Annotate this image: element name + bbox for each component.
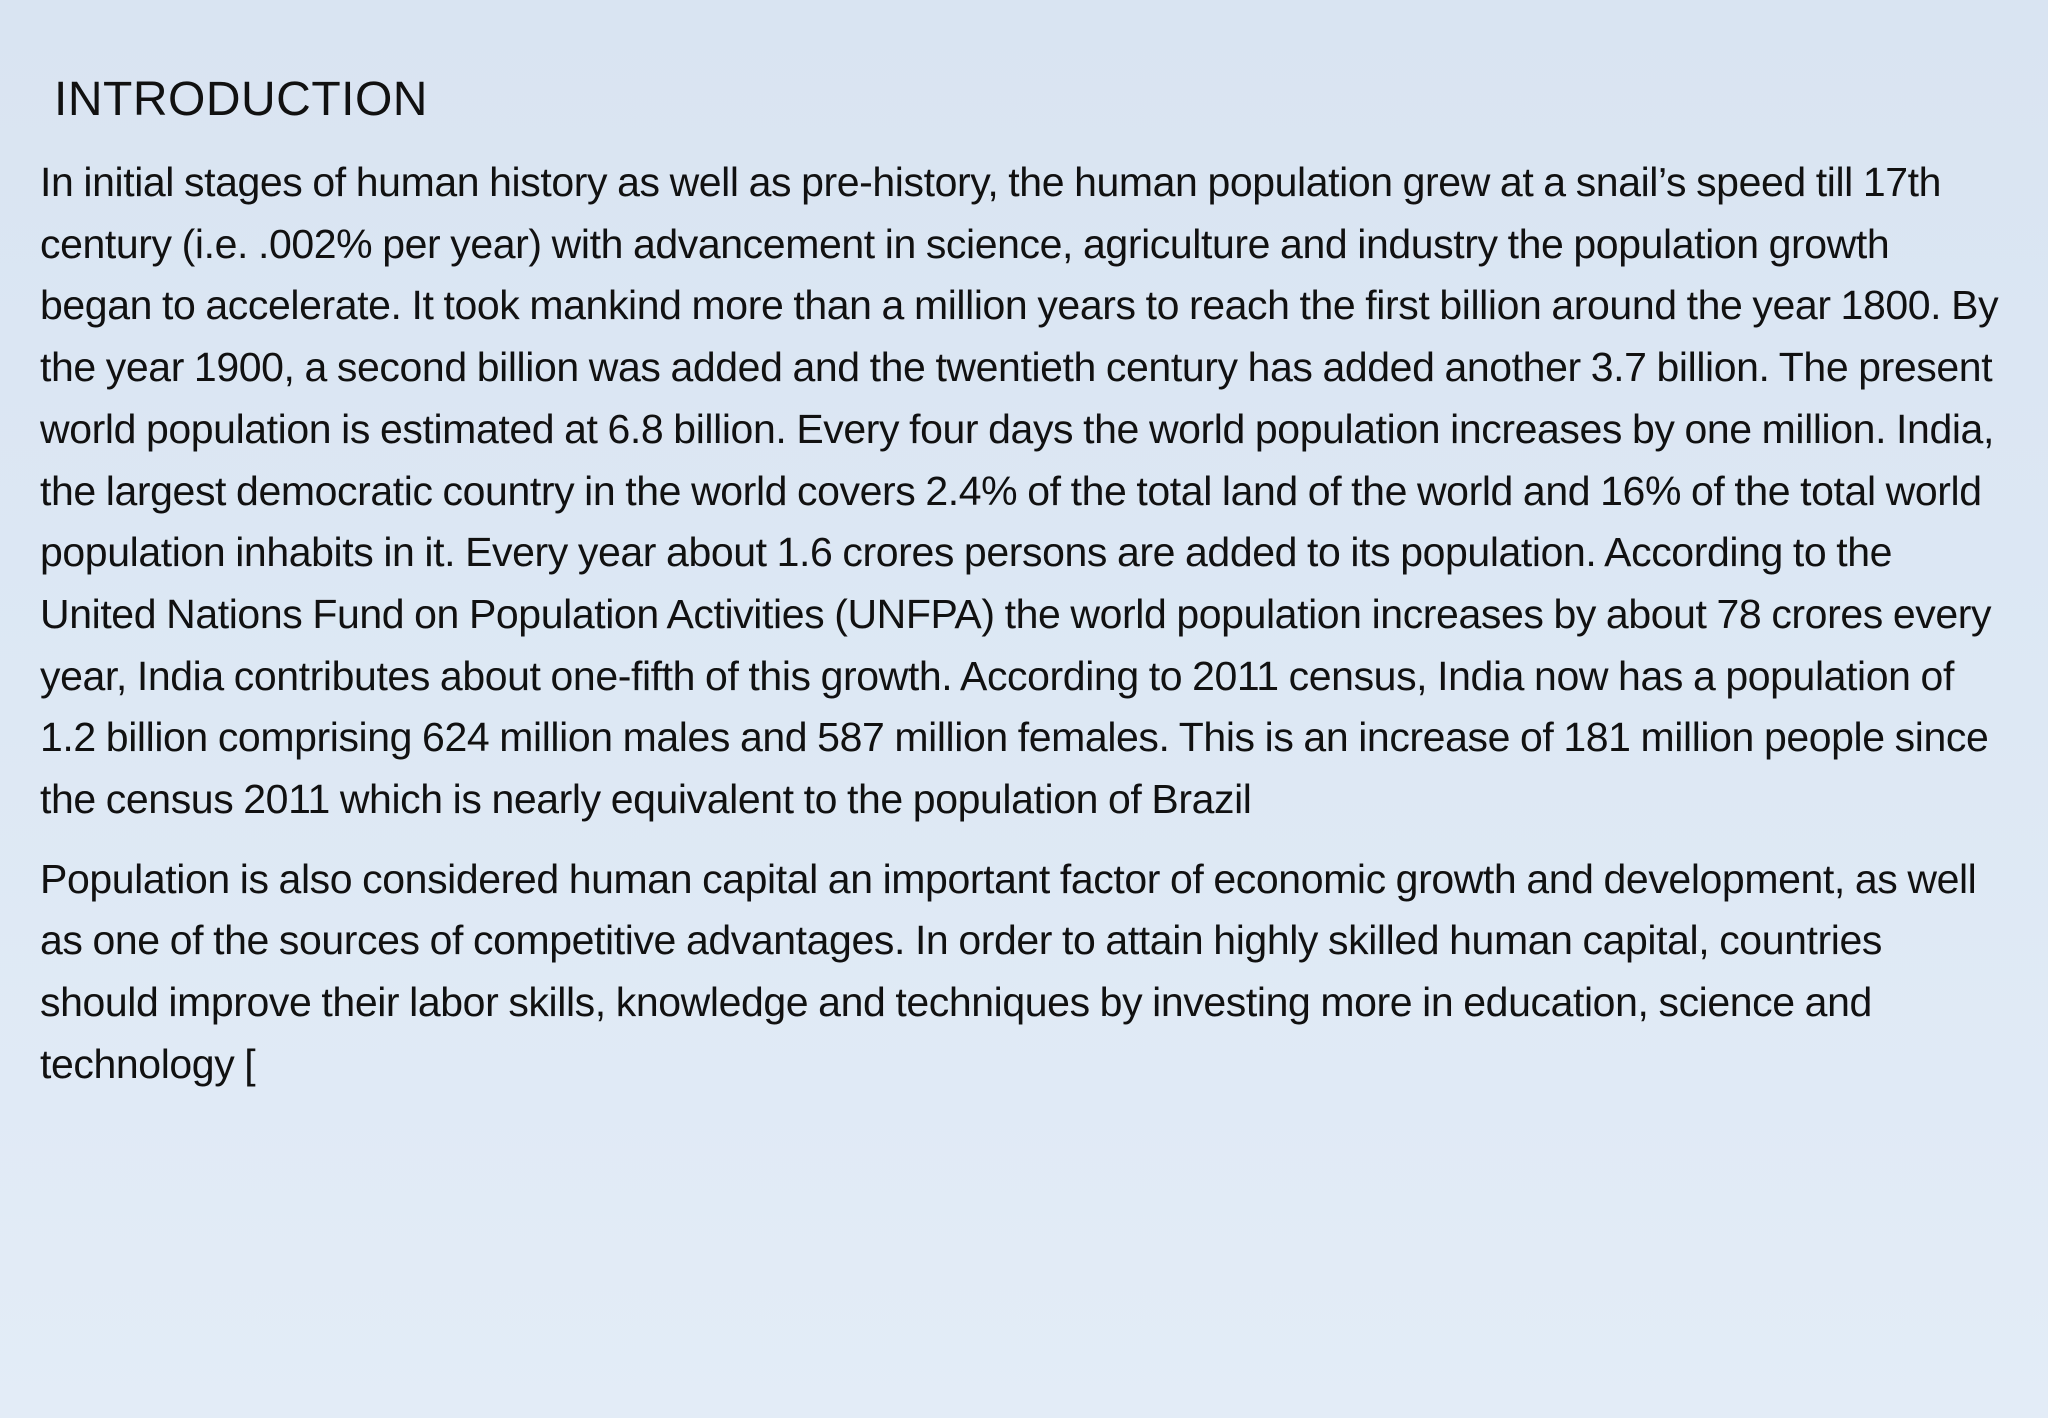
intro-paragraph-1: In initial stages of human history as well as pre-history, the human population grew at a snail’s speed till 17th century (i.e. .002% per year) with advancement in science, agriculture and industry the population growth began to accelerate. It took mankind more than a million years to reach the first billion around the year 1800. By the year 1900, a second billion was added and the twentieth century has added another 3.7 billion. The present world population is estimated at 6.8 billion. Every four days the world population increases by one million. India, the largest democratic country in the world covers 2.4% of the total land of the world and 16% of the total world population inhabits in it. Every year about 1.6 crores persons are added to its population. According to the United Nations Fund on Population Activities (UNFPA) the world population increases by about 78 crores every year, India contributes about one-fifth of this growth. According to 2011 census, India now has a population of 1.2 billion comprising 624 million males and 587 million females. This is an increase of 181 million people since the census 2011 which is nearly equivalent to the population of Brazil [40, 159, 1999, 823]
slide-title: INTRODUCTION [54, 73, 428, 126]
intro-paragraph-2: Population is also considered human capital an important factor of economic growth and development, as well as one of the sources of competitive advantages. In order to attain highly skilled human capital, countries should improve their labor skills, knowledge and techniques by investing more in education, science and technology [ [40, 855, 1977, 1087]
